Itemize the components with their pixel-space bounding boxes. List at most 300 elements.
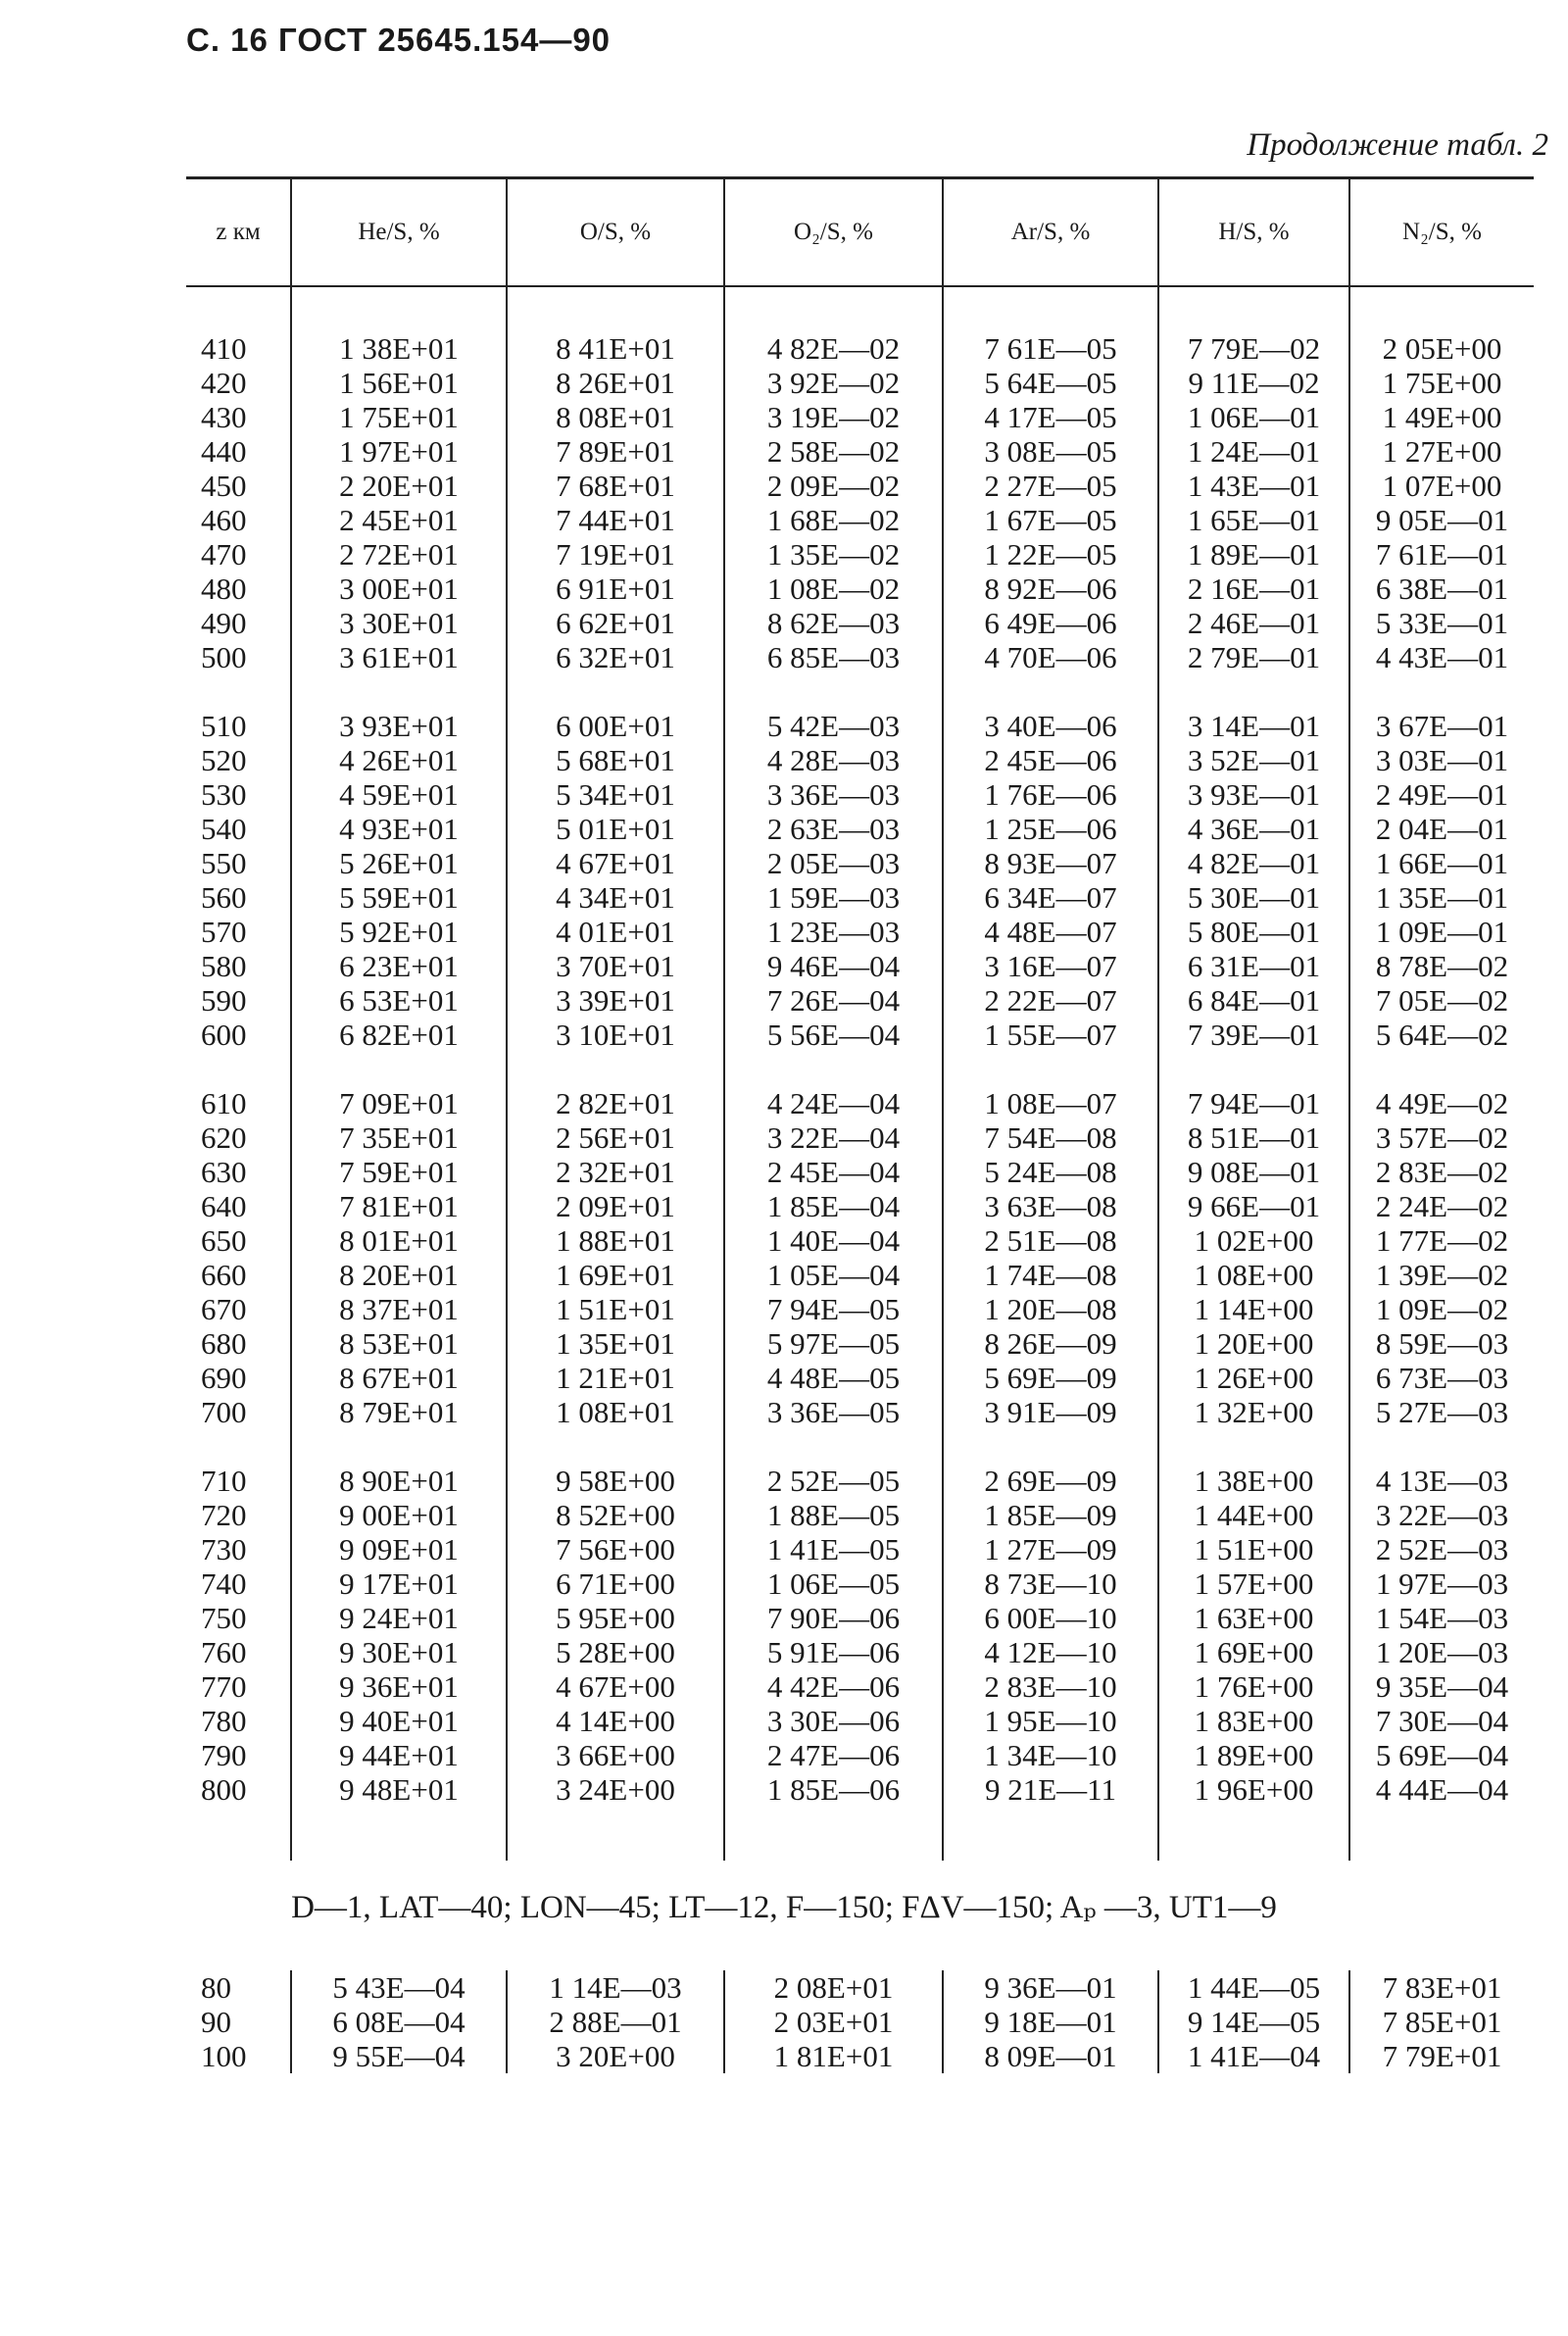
altitude-cell: 480 xyxy=(201,572,247,606)
table-row xyxy=(186,1532,1534,1566)
value-cell: 7 09E+01 xyxy=(291,1086,507,1120)
value-cell: 3 16E—07 xyxy=(943,949,1158,983)
table-row xyxy=(186,1361,1534,1395)
value-cell: 9 48E+01 xyxy=(291,1772,507,1807)
table-row xyxy=(186,1155,1534,1189)
value-cell: 9 14E—05 xyxy=(1158,2005,1349,2039)
value-cell: 7 56E+00 xyxy=(507,1532,724,1566)
altitude-cell: 770 xyxy=(201,1669,247,1704)
value-cell xyxy=(507,1807,724,1861)
value-cell: 3 24E+00 xyxy=(507,1772,724,1807)
value-cell: 7 39E—01 xyxy=(1158,1018,1349,1052)
value-cell: 9 40E+01 xyxy=(291,1704,507,1738)
value-cell: 1 85E—04 xyxy=(724,1189,943,1223)
value-cell: 7 30E—04 xyxy=(1349,1704,1534,1738)
value-cell: 6 85E—03 xyxy=(724,640,943,674)
table-row xyxy=(186,1566,1534,1601)
value-cell: 1 96E+00 xyxy=(1158,1772,1349,1807)
value-cell: 4 82E—01 xyxy=(1158,846,1349,880)
table-row xyxy=(186,400,1534,434)
value-cell: 9 08E—01 xyxy=(1158,1155,1349,1189)
altitude-cell: 530 xyxy=(201,777,247,812)
value-cell xyxy=(1158,1807,1349,1861)
value-cell: 8 08E+01 xyxy=(507,400,724,434)
value-cell: 5 69E—04 xyxy=(1349,1738,1534,1772)
value-cell: 9 66E—01 xyxy=(1158,1189,1349,1223)
value-cell: 1 02E+00 xyxy=(1158,1223,1349,1258)
value-cell: 4 36E—01 xyxy=(1158,812,1349,846)
value-cell: 3 92E—02 xyxy=(724,366,943,400)
value-cell: 6 91E+01 xyxy=(507,572,724,606)
altitude-cell: 440 xyxy=(201,434,247,469)
altitude-cell: 510 xyxy=(201,709,247,743)
altitude-cell: 650 xyxy=(201,1223,247,1258)
table-row xyxy=(186,572,1534,606)
value-cell xyxy=(943,1052,1158,1086)
value-cell: 5 24E—08 xyxy=(943,1155,1158,1189)
value-cell: 1 66E—01 xyxy=(1349,846,1534,880)
value-cell: 6 53E+01 xyxy=(291,983,507,1018)
value-cell: 4 48E—07 xyxy=(943,915,1158,949)
value-cell: 1 40E—04 xyxy=(724,1223,943,1258)
value-cell: 1 81E+01 xyxy=(724,2039,943,2073)
value-cell: 2 03E+01 xyxy=(724,2005,943,2039)
table-row xyxy=(186,503,1534,537)
value-cell: 7 44E+01 xyxy=(507,503,724,537)
value-cell: 8 92E—06 xyxy=(943,572,1158,606)
value-cell: 1 20E—03 xyxy=(1349,1635,1534,1669)
table-row xyxy=(186,880,1534,915)
table-row xyxy=(186,2005,1534,2039)
value-cell xyxy=(943,286,1158,331)
value-cell: 4 01E+01 xyxy=(507,915,724,949)
value-cell xyxy=(1349,1052,1534,1086)
value-cell: 3 22E—04 xyxy=(724,1120,943,1155)
value-cell: 4 44E—04 xyxy=(1349,1772,1534,1807)
value-cell: 3 93E+01 xyxy=(291,709,507,743)
value-cell: 4 24E—04 xyxy=(724,1086,943,1120)
value-cell: 8 53E+01 xyxy=(291,1326,507,1361)
value-cell: 3 57E—02 xyxy=(1349,1120,1534,1155)
value-cell: 1 34E—10 xyxy=(943,1738,1158,1772)
altitude-cell: 520 xyxy=(201,743,247,777)
value-cell: 1 97E+01 xyxy=(291,434,507,469)
altitude-cell: 460 xyxy=(201,503,247,537)
table-row xyxy=(186,606,1534,640)
value-cell: 5 01E+01 xyxy=(507,812,724,846)
value-cell xyxy=(1158,1429,1349,1464)
value-cell: 1 85E—09 xyxy=(943,1498,1158,1532)
value-cell: 7 59E+01 xyxy=(291,1155,507,1189)
altitude-cell: 670 xyxy=(201,1292,247,1326)
value-cell: 9 05E—01 xyxy=(1349,503,1534,537)
value-cell: 1 75E+01 xyxy=(291,400,507,434)
value-cell: 2 05E+00 xyxy=(1349,331,1534,366)
table-row xyxy=(186,1429,1534,1464)
value-cell: 4 14E+00 xyxy=(507,1704,724,1738)
value-cell: 2 09E+01 xyxy=(507,1189,724,1223)
altitude-cell xyxy=(186,286,291,331)
table-row xyxy=(186,1738,1534,1772)
value-cell: 9 46E—04 xyxy=(724,949,943,983)
value-cell: 1 68E—02 xyxy=(724,503,943,537)
value-cell: 1 35E—02 xyxy=(724,537,943,572)
value-cell: 5 30E—01 xyxy=(1158,880,1349,915)
value-cell: 7 54E—08 xyxy=(943,1120,1158,1155)
altitude-cell: 640 xyxy=(201,1189,247,1223)
value-cell: 1 76E—06 xyxy=(943,777,1158,812)
value-cell: 8 37E+01 xyxy=(291,1292,507,1326)
value-cell: 8 79E+01 xyxy=(291,1395,507,1429)
value-cell: 1 95E—10 xyxy=(943,1704,1158,1738)
value-cell: 8 09E—01 xyxy=(943,2039,1158,2073)
value-cell: 7 79E+01 xyxy=(1349,2039,1534,2073)
value-cell: 3 66E+00 xyxy=(507,1738,724,1772)
section-parameters-caption: D—1, LAT—40; LON—45; LT—12, F—150; FΔV—150; Aₚ —3, UT1—9 xyxy=(291,1890,1277,1925)
table-row xyxy=(186,777,1534,812)
altitude-cell: 550 xyxy=(201,846,247,880)
value-cell xyxy=(291,1052,507,1086)
value-cell: 2 51E—08 xyxy=(943,1223,1158,1258)
value-cell: 6 84E—01 xyxy=(1158,983,1349,1018)
value-cell: 7 19E+01 xyxy=(507,537,724,572)
value-cell xyxy=(724,1807,943,1861)
table-row xyxy=(186,434,1534,469)
value-cell: 3 40E—06 xyxy=(943,709,1158,743)
value-cell xyxy=(507,674,724,709)
altitude-cell: 790 xyxy=(201,1738,247,1772)
value-cell: 2 52E—05 xyxy=(724,1464,943,1498)
value-cell: 7 26E—04 xyxy=(724,983,943,1018)
value-cell: 1 55E—07 xyxy=(943,1018,1158,1052)
value-cell: 1 63E+00 xyxy=(1158,1601,1349,1635)
value-cell: 1 35E—01 xyxy=(1349,880,1534,915)
value-cell: 1 74E—08 xyxy=(943,1258,1158,1292)
value-cell: 3 63E—08 xyxy=(943,1189,1158,1223)
value-cell xyxy=(1158,1052,1349,1086)
value-cell: 7 68E+01 xyxy=(507,469,724,503)
altitude-cell: 100 xyxy=(201,2039,247,2073)
value-cell: 2 52E—03 xyxy=(1349,1532,1534,1566)
value-cell: 5 34E+01 xyxy=(507,777,724,812)
value-cell: 3 14E—01 xyxy=(1158,709,1349,743)
value-cell: 3 00E+01 xyxy=(291,572,507,606)
value-cell: 1 89E+00 xyxy=(1158,1738,1349,1772)
value-cell xyxy=(1158,286,1349,331)
value-cell: 9 24E+01 xyxy=(291,1601,507,1635)
value-cell xyxy=(1349,674,1534,709)
value-cell: 3 36E—03 xyxy=(724,777,943,812)
value-cell: 2 05E—03 xyxy=(724,846,943,880)
altitude-cell xyxy=(186,1429,291,1464)
table-row xyxy=(186,1669,1534,1704)
table-row xyxy=(186,1601,1534,1635)
value-cell: 5 27E—03 xyxy=(1349,1395,1534,1429)
value-cell: 8 78E—02 xyxy=(1349,949,1534,983)
value-cell: 4 82E—02 xyxy=(724,331,943,366)
value-cell: 1 20E—08 xyxy=(943,1292,1158,1326)
value-cell: 5 26E+01 xyxy=(291,846,507,880)
altitude-cell: 590 xyxy=(201,983,247,1018)
value-cell: 1 49E+00 xyxy=(1349,400,1534,434)
col-header-h: H/S, % xyxy=(1158,178,1349,287)
table-row xyxy=(186,469,1534,503)
table-row xyxy=(186,846,1534,880)
value-cell: 4 67E+01 xyxy=(507,846,724,880)
value-cell: 2 69E—09 xyxy=(943,1464,1158,1498)
table-row xyxy=(186,2039,1534,2073)
value-cell: 7 81E+01 xyxy=(291,1189,507,1223)
table-row xyxy=(186,1772,1534,1807)
value-cell: 2 09E—02 xyxy=(724,469,943,503)
value-cell: 1 06E—05 xyxy=(724,1566,943,1601)
value-cell: 9 35E—04 xyxy=(1349,1669,1534,1704)
value-cell: 3 52E—01 xyxy=(1158,743,1349,777)
table-row xyxy=(186,915,1534,949)
altitude-cell: 630 xyxy=(201,1155,247,1189)
table-row xyxy=(186,743,1534,777)
value-cell: 7 83E+01 xyxy=(1349,1970,1534,2005)
value-cell: 6 73E—03 xyxy=(1349,1361,1534,1395)
value-cell xyxy=(1349,286,1534,331)
value-cell: 6 00E+01 xyxy=(507,709,724,743)
table-row xyxy=(186,366,1534,400)
table-row xyxy=(186,1120,1534,1155)
altitude-cell xyxy=(186,1052,291,1086)
table-row xyxy=(186,1086,1534,1120)
value-cell: 1 41E—04 xyxy=(1158,2039,1349,2073)
value-cell: 1 65E—01 xyxy=(1158,503,1349,537)
altitude-cell: 730 xyxy=(201,1532,247,1566)
value-cell xyxy=(507,1052,724,1086)
value-cell: 5 80E—01 xyxy=(1158,915,1349,949)
table-row xyxy=(186,983,1534,1018)
value-cell: 3 61E+01 xyxy=(291,640,507,674)
value-cell: 2 45E—04 xyxy=(724,1155,943,1189)
value-cell: 1 08E+01 xyxy=(507,1395,724,1429)
value-cell: 7 79E—02 xyxy=(1158,331,1349,366)
value-cell xyxy=(291,1807,507,1861)
altitude-cell: 560 xyxy=(201,880,247,915)
value-cell: 4 13E—03 xyxy=(1349,1464,1534,1498)
value-cell: 6 34E—07 xyxy=(943,880,1158,915)
table-row xyxy=(186,1258,1534,1292)
value-cell: 1 51E+01 xyxy=(507,1292,724,1326)
value-cell: 3 03E—01 xyxy=(1349,743,1534,777)
altitude-cell: 660 xyxy=(201,1258,247,1292)
value-cell: 1 85E—06 xyxy=(724,1772,943,1807)
altitude-cell: 430 xyxy=(201,400,247,434)
value-cell: 7 90E—06 xyxy=(724,1601,943,1635)
value-cell: 1 41E—05 xyxy=(724,1532,943,1566)
value-cell: 4 48E—05 xyxy=(724,1361,943,1395)
value-cell: 6 71E+00 xyxy=(507,1566,724,1601)
value-cell: 7 61E—05 xyxy=(943,331,1158,366)
value-cell: 1 05E—04 xyxy=(724,1258,943,1292)
value-cell: 3 39E+01 xyxy=(507,983,724,1018)
value-cell: 2 72E+01 xyxy=(291,537,507,572)
altitude-cell: 610 xyxy=(201,1086,247,1120)
value-cell: 1 44E+00 xyxy=(1158,1498,1349,1532)
value-cell: 6 23E+01 xyxy=(291,949,507,983)
value-cell: 1 38E+01 xyxy=(291,331,507,366)
value-cell: 3 30E+01 xyxy=(291,606,507,640)
value-cell: 3 08E—05 xyxy=(943,434,1158,469)
value-cell: 2 22E—07 xyxy=(943,983,1158,1018)
table-row xyxy=(186,286,1534,331)
value-cell: 3 93E—01 xyxy=(1158,777,1349,812)
table-row xyxy=(186,1807,1534,1861)
value-cell: 1 14E+00 xyxy=(1158,1292,1349,1326)
table-row xyxy=(186,1464,1534,1498)
col-header-altitude: z км xyxy=(186,178,291,287)
value-cell: 8 90E+01 xyxy=(291,1464,507,1498)
value-cell: 1 56E+01 xyxy=(291,366,507,400)
altitude-cell: 90 xyxy=(201,2005,231,2039)
value-cell: 8 26E—09 xyxy=(943,1326,1158,1361)
value-cell: 9 36E+01 xyxy=(291,1669,507,1704)
value-cell: 2 47E—06 xyxy=(724,1738,943,1772)
value-cell: 4 59E+01 xyxy=(291,777,507,812)
value-cell: 7 85E+01 xyxy=(1349,2005,1534,2039)
value-cell xyxy=(291,674,507,709)
value-cell: 5 28E+00 xyxy=(507,1635,724,1669)
value-cell: 3 67E—01 xyxy=(1349,709,1534,743)
altitude-cell: 680 xyxy=(201,1326,247,1361)
value-cell: 7 94E—05 xyxy=(724,1292,943,1326)
value-cell: 1 39E—02 xyxy=(1349,1258,1534,1292)
value-cell: 3 20E+00 xyxy=(507,2039,724,2073)
value-cell: 2 82E+01 xyxy=(507,1086,724,1120)
value-cell: 4 93E+01 xyxy=(291,812,507,846)
altitude-cell: 620 xyxy=(201,1120,247,1155)
value-cell: 8 52E+00 xyxy=(507,1498,724,1532)
value-cell: 2 45E+01 xyxy=(291,503,507,537)
value-cell: 1 83E+00 xyxy=(1158,1704,1349,1738)
value-cell: 1 27E—09 xyxy=(943,1532,1158,1566)
altitude-cell xyxy=(186,674,291,709)
value-cell: 1 77E—02 xyxy=(1349,1223,1534,1258)
value-cell: 4 28E—03 xyxy=(724,743,943,777)
value-cell xyxy=(1158,674,1349,709)
value-cell: 6 62E+01 xyxy=(507,606,724,640)
altitude-cell: 420 xyxy=(201,366,247,400)
secondary-table-body xyxy=(186,1970,1534,2073)
value-cell: 1 22E—05 xyxy=(943,537,1158,572)
value-cell: 2 20E+01 xyxy=(291,469,507,503)
altitude-cell: 470 xyxy=(201,537,247,572)
value-cell: 1 54E—03 xyxy=(1349,1601,1534,1635)
value-cell: 9 11E—02 xyxy=(1158,366,1349,400)
value-cell: 1 88E—05 xyxy=(724,1498,943,1532)
table-row xyxy=(186,1970,1534,2005)
col-header-he: He/S, % xyxy=(291,178,507,287)
value-cell: 2 46E—01 xyxy=(1158,606,1349,640)
value-cell: 1 69E+01 xyxy=(507,1258,724,1292)
value-cell: 1 08E+00 xyxy=(1158,1258,1349,1292)
value-cell: 1 38E+00 xyxy=(1158,1464,1349,1498)
page-header: С. 16 ГОСТ 25645.154—90 xyxy=(186,22,612,58)
value-cell xyxy=(1349,1429,1534,1464)
value-cell: 4 34E+01 xyxy=(507,880,724,915)
value-cell: 5 97E—05 xyxy=(724,1326,943,1361)
value-cell: 1 97E—03 xyxy=(1349,1566,1534,1601)
value-cell: 9 21E—11 xyxy=(943,1772,1158,1807)
secondary-data-table xyxy=(186,1970,1534,2073)
table-row xyxy=(186,537,1534,572)
table-row xyxy=(186,640,1534,674)
table-row xyxy=(186,1018,1534,1052)
value-cell: 1 27E+00 xyxy=(1349,434,1534,469)
value-cell xyxy=(724,1429,943,1464)
table-row xyxy=(186,1189,1534,1223)
value-cell: 2 16E—01 xyxy=(1158,572,1349,606)
altitude-cell: 690 xyxy=(201,1361,247,1395)
value-cell: 1 51E+00 xyxy=(1158,1532,1349,1566)
value-cell: 2 08E+01 xyxy=(724,1970,943,2005)
value-cell xyxy=(724,286,943,331)
value-cell: 3 19E—02 xyxy=(724,400,943,434)
value-cell: 2 32E+01 xyxy=(507,1155,724,1189)
table-row xyxy=(186,1704,1534,1738)
table-row xyxy=(186,1395,1534,1429)
altitude-cell: 740 xyxy=(201,1566,247,1601)
value-cell: 5 33E—01 xyxy=(1349,606,1534,640)
value-cell: 7 61E—01 xyxy=(1349,537,1534,572)
altitude-cell: 570 xyxy=(201,915,247,949)
value-cell xyxy=(724,674,943,709)
value-cell: 8 93E—07 xyxy=(943,846,1158,880)
value-cell: 1 07E+00 xyxy=(1349,469,1534,503)
value-cell: 5 59E+01 xyxy=(291,880,507,915)
value-cell: 9 18E—01 xyxy=(943,2005,1158,2039)
value-cell xyxy=(507,286,724,331)
value-cell: 9 00E+01 xyxy=(291,1498,507,1532)
value-cell: 4 42E—06 xyxy=(724,1669,943,1704)
value-cell: 1 69E+00 xyxy=(1158,1635,1349,1669)
col-header-n2: N₂/S, % xyxy=(1349,178,1534,287)
main-data-table xyxy=(186,176,1534,1861)
value-cell: 4 26E+01 xyxy=(291,743,507,777)
value-cell xyxy=(1349,1807,1534,1861)
main-table-body xyxy=(186,286,1534,1861)
altitude-cell: 540 xyxy=(201,812,247,846)
value-cell: 8 73E—10 xyxy=(943,1566,1158,1601)
value-cell: 2 45E—06 xyxy=(943,743,1158,777)
value-cell: 5 43E—04 xyxy=(291,1970,507,2005)
value-cell: 4 17E—05 xyxy=(943,400,1158,434)
value-cell: 6 31E—01 xyxy=(1158,949,1349,983)
value-cell: 7 35E+01 xyxy=(291,1120,507,1155)
altitude-cell: 80 xyxy=(201,1970,231,2005)
value-cell: 9 30E+01 xyxy=(291,1635,507,1669)
value-cell: 9 58E+00 xyxy=(507,1464,724,1498)
value-cell xyxy=(724,1052,943,1086)
table-row xyxy=(186,674,1534,709)
value-cell: 5 68E+01 xyxy=(507,743,724,777)
value-cell: 1 76E+00 xyxy=(1158,1669,1349,1704)
value-cell: 6 82E+01 xyxy=(291,1018,507,1052)
altitude-cell: 600 xyxy=(201,1018,247,1052)
value-cell: 1 89E—01 xyxy=(1158,537,1349,572)
altitude-cell: 800 xyxy=(201,1772,247,1807)
table-row xyxy=(186,1052,1534,1086)
value-cell: 4 49E—02 xyxy=(1349,1086,1534,1120)
value-cell: 2 04E—01 xyxy=(1349,812,1534,846)
value-cell: 9 17E+01 xyxy=(291,1566,507,1601)
value-cell: 9 44E+01 xyxy=(291,1738,507,1772)
altitude-cell: 720 xyxy=(201,1498,247,1532)
